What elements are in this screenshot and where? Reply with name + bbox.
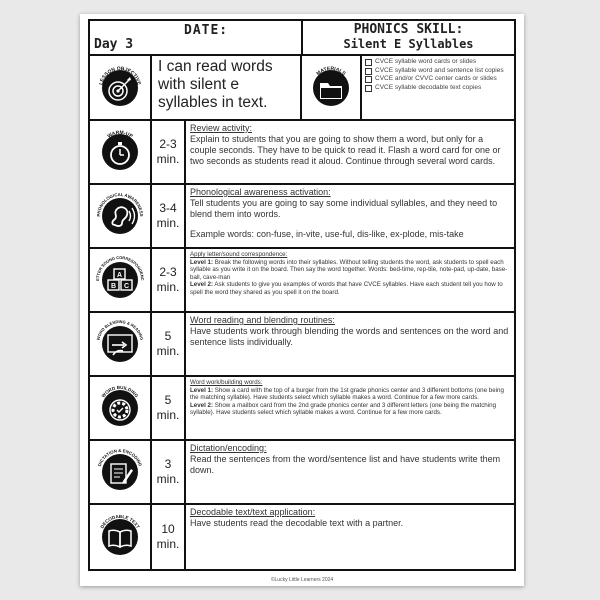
dictation-row: DICTATION & ENCODING 3 min. Dictation/encoding: Read the sentences from the word/sentence list and have students write them down.: [90, 441, 514, 505]
materials-item: CVCE syllable word and sentence list copies: [365, 67, 511, 76]
svg-text:DICTATION & ENCODING: DICTATION & ENCODING: [96, 447, 144, 467]
materials-badge: MATERIALS: [315, 65, 347, 77]
materials-item: CVCE and/or CVVC center cards or slides: [365, 75, 511, 84]
skill-cell: [303, 21, 514, 54]
checkbox-icon: [365, 59, 372, 66]
ear-icon: [93, 189, 147, 243]
svg-text:WARM-UP: WARM-UP: [106, 129, 134, 140]
abc-blocks-icon: [93, 253, 147, 307]
svg-text:C: C: [123, 283, 130, 290]
pencil-paper-icon: [93, 445, 147, 499]
objective-row: [90, 56, 514, 121]
stopwatch-icon: [93, 125, 147, 179]
decodable-row: DECODABLE TEXT 10 min. Decodable text/text application: Have students read the decodable text with a partner.: [90, 505, 514, 569]
folder-icon: [304, 61, 358, 115]
svg-text:A: A: [116, 272, 123, 279]
checkbox-icon: [365, 85, 372, 92]
day-label: Day 3: [94, 37, 134, 52]
word-building-row: WORD BUILDING 5 min. Word work/building words: Level 1: Show a card with the top of a burger from the 1st grade phonics center and 3 different bottoms (one being the matching syllable). Have students select which syllable makes a word. Continue for a few more cards. Level 2: Show a mailbox card from the 2nd grade phonics center and 3 different letters (one being the matching syllable). Have students select which syllable makes a word. Continue for a few more cards.: [90, 377, 514, 441]
objective-badge: LESSON OBJECTIVE: [98, 65, 142, 86]
footer-copyright: ©Lucky Little Learners 2024: [270, 577, 334, 583]
pointing-hand-icon: [93, 317, 147, 371]
svg-text:WORD BLENDING & READING: WORD BLENDING & READING: [95, 318, 145, 341]
svg-text:WORD BUILDING: WORD BUILDING: [100, 384, 140, 399]
activity-cell: [186, 121, 514, 183]
target-icon: [93, 61, 147, 115]
lesson-grid: [88, 19, 516, 571]
warmup-row: [90, 121, 514, 185]
svg-text:B: B: [110, 283, 117, 290]
skill-value: Silent E Syllables: [343, 37, 474, 51]
checkbox-icon: [365, 76, 372, 83]
activity-body: Explain to students that you are going to show them a word, but only for a couple seconds. They have to be quick to read it. Flash a word card for one or two seconds as students read it aloud. Continue through several word cards.: [190, 134, 501, 166]
date-label: DATE:: [184, 23, 229, 38]
svg-text:LETTER SOUND CORRESPONDENCE: ETTER SOUND CORRESPONDENC: [94, 254, 146, 281]
svg-text:PHONOLOGICAL AWARENESS: PHONOLOGICAL AWARENESS: [95, 191, 145, 217]
materials-list: [362, 56, 514, 119]
materials-item: CVCE syllable word cards or slides: [365, 58, 511, 67]
skill-label: PHONICS SKILL:: [353, 22, 464, 37]
materials-item: CVCE syllable decodable text copies: [365, 84, 511, 93]
gear-icon: [93, 381, 147, 435]
lesson-plan-sheet: [80, 14, 524, 586]
letter-sound-row: ETTER SOUND CORRESPONDENC A B C 2-3 min. Apply letter/sound correspondence: Level 1: Break the following words into their syllables. Without telling students the word, ask students to spell each syllable as you write it on the board. Then say the word together. Words: bed-time, rep-tile, note-pad, up-date, base-ball, cave-man Level 2: Ask students to give you examples of words that have CVCE syllables. Have each student tell you how to spell the word they shared as you spell it on the board.: [90, 249, 514, 313]
checkbox-icon: [365, 68, 372, 75]
header-row: [90, 21, 514, 56]
activity-heading: Review activity:: [190, 123, 253, 133]
time-cell: 2-3 min.: [152, 121, 186, 183]
date-cell: [90, 21, 303, 54]
materials-icon-cell: [302, 56, 362, 119]
phonological-row: PHONOLOGICAL AWARENESS 3-4 min. Phonological awareness activation: Tell students you are going to say some individual syllables, and they need to blend them into words. Example words: con-fuse, in-vite, use-ful, dis-like, ex-plode, mis-take: [90, 185, 514, 249]
example-words: Example words: con-fuse, in-vite, use-ful, dis-like, ex-plode, mis-take: [190, 229, 464, 239]
word-blending-row: WORD BLENDING & READING 5 min. Word reading and blending routines: Have students work through blending the words and sentences on the word and sentence lists individually.: [90, 313, 514, 377]
objective-text: I can read words with silent e syllables in text.: [152, 56, 302, 119]
svg-text:DECODABLE TEXT: DECODABLE TEXT: [99, 513, 141, 530]
book-icon: [93, 510, 147, 564]
objective-icon-cell: [90, 56, 152, 119]
